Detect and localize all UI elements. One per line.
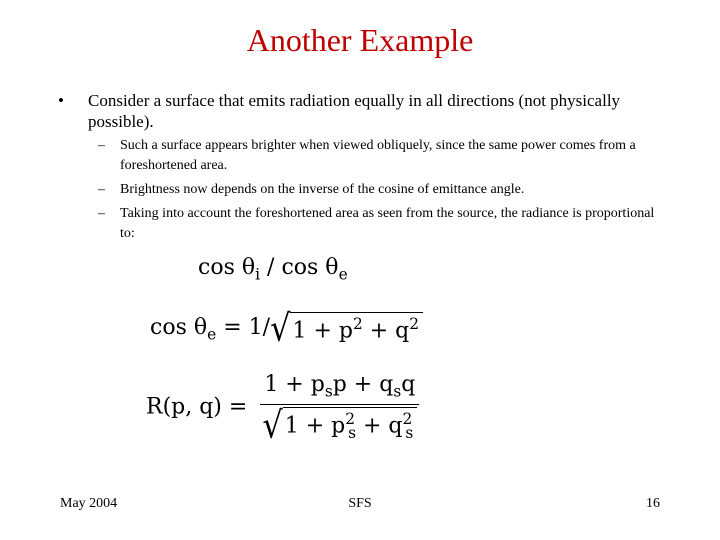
radicand bbox=[283, 407, 418, 442]
eq1-cos-theta-e: cos θ bbox=[281, 255, 339, 280]
sub-bullet-item bbox=[98, 136, 658, 176]
square-root bbox=[270, 306, 423, 350]
numerator-term: p + q bbox=[332, 372, 394, 397]
sub-bullet-text: Taking into account the foreshortened area as seen from the source, the radiance is proportional to: bbox=[120, 206, 655, 241]
subscript: s bbox=[405, 424, 414, 443]
sub-bullet-text: Brightness now depends on the inverse of the cosine of emittance angle. bbox=[120, 182, 525, 197]
sub-bullet-text: Such a surface appears brighter when viewed obliquely, since the same power comes from a foreshortened area. bbox=[120, 138, 636, 173]
equation-radiance bbox=[146, 372, 419, 447]
eq1-cos-theta-i: cos θ bbox=[198, 255, 256, 280]
exponent: 2 bbox=[345, 410, 356, 429]
radicand-term-q: + q bbox=[362, 318, 410, 344]
eq2-lhs-subscript: e bbox=[207, 325, 217, 344]
exponent: 2 bbox=[352, 315, 363, 334]
sub-bullet-list bbox=[98, 136, 658, 248]
radicand-term: + q bbox=[356, 413, 403, 439]
footer-title: SFS bbox=[348, 496, 372, 511]
eq1-subscript-i: i bbox=[255, 265, 261, 284]
eq2-equals-one-over: = 1/ bbox=[216, 315, 271, 340]
eq2-lhs: cos θ bbox=[150, 315, 208, 340]
eq1-subscript-e: e bbox=[338, 265, 348, 284]
radicand-term-p: 1 + p bbox=[292, 318, 353, 344]
page-number: 16 bbox=[646, 496, 660, 511]
eq1-slash: / bbox=[260, 255, 282, 280]
slide-title: Another Example bbox=[246, 22, 474, 58]
bullet-text: Consider a surface that emits radiation equally in all directions (not physically possible). bbox=[88, 91, 621, 131]
subscript: s bbox=[348, 424, 356, 443]
fraction bbox=[260, 372, 419, 447]
exponent: 2 bbox=[409, 315, 420, 334]
equation-cos-ratio bbox=[198, 255, 348, 283]
equation-cos-theta-e bbox=[150, 306, 423, 350]
dash-mark: – bbox=[98, 138, 105, 153]
dash-mark: – bbox=[98, 206, 105, 221]
footer-date: May 2004 bbox=[60, 496, 118, 511]
subscript: s bbox=[393, 382, 402, 401]
square-root bbox=[262, 402, 417, 447]
numerator-term: q bbox=[401, 372, 416, 397]
denominator bbox=[260, 402, 419, 447]
bullet-mark: • bbox=[58, 91, 64, 110]
sub-bullet-item bbox=[98, 204, 658, 244]
subscript: s bbox=[324, 382, 333, 401]
eq3-lhs: R(p, q) = bbox=[146, 394, 248, 420]
exponent: 2 bbox=[402, 410, 413, 429]
numerator-term: 1 + p bbox=[264, 372, 325, 397]
dash-mark: – bbox=[98, 182, 105, 197]
radical-sign: √ bbox=[270, 306, 291, 350]
radicand-term: 1 + p bbox=[284, 413, 346, 439]
radical-sign: √ bbox=[262, 402, 283, 447]
sub-bullet-item bbox=[98, 180, 658, 200]
radicand bbox=[290, 312, 423, 343]
numerator bbox=[260, 372, 419, 405]
